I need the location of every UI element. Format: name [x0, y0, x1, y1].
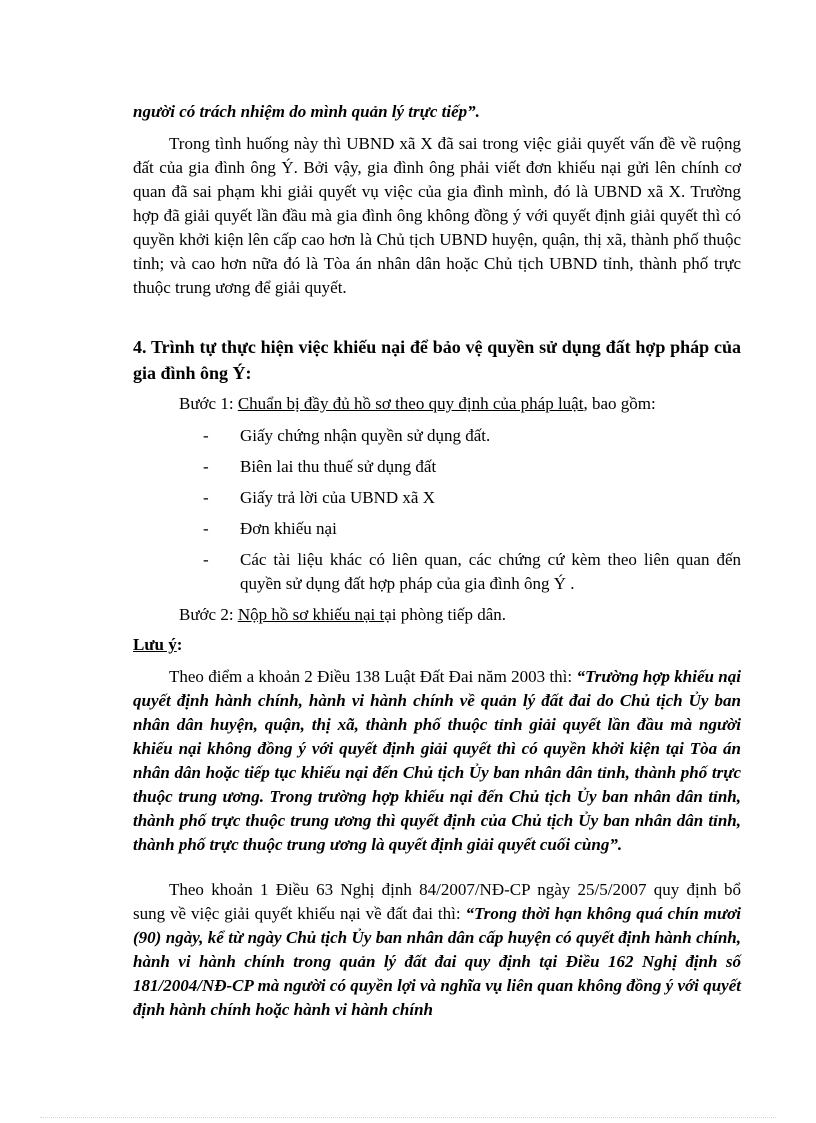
step-2-title: Nộp hồ sơ khiếu nại t: [237, 605, 385, 624]
list-item-text: Giấy chứng nhận quyền sử dụng đất.: [240, 426, 491, 445]
step-2: [179, 603, 741, 627]
step-1: [179, 392, 741, 416]
list-dash: -: [203, 519, 209, 538]
list-item-text: Giấy trả lời của UBND xã X: [240, 488, 435, 507]
list-dash: -: [203, 550, 209, 569]
step-2-label: Bước 2:: [179, 605, 238, 624]
note-heading: [133, 633, 741, 657]
note-label: Lưu ý: [133, 635, 177, 654]
paragraph-situation: [133, 132, 741, 300]
paragraph-land-law-lead: Theo điểm a khoản 2 Điều 138 Luật Đất Đai năm 2003 thì:: [169, 667, 577, 686]
step-1-title: Chuẩn bị đầy đủ hồ sơ theo quy định của pháp luật: [237, 394, 584, 413]
list-item-text: Các tài liệu khác có liên quan, các chứng cứ kèm theo liên quan đến quyền sử dụng đất hợp pháp của gia đình ông Ý .: [240, 550, 741, 593]
paragraph-land-law-quote: “Trường hợp khiếu nại quyết định hành chính, hành vi hành chính về quản lý đất đai do Chủ tịch Ủy ban nhân dân huyện, quận, thị xã, thành phố thuộc tỉnh giải quyết lần đầu mà người khiếu nại không đồng ý với quyết định giải quyết thì có quyền khởi kiện tại Tòa án nhân dân hoặc tiếp tục khiếu nại đến Chủ tịch Ủy ban nhân dân tỉnh, thành phố trực thuộc trung ương. Trong trường hợp khiếu nại đến Chủ tịch Ủy ban nhân dân tỉnh, thành phố trực thuộc trung ương thì quyết định của Chủ tịch Ủy ban nhân dân tỉnh, thành phố trực thuộc trung ương là quyết định giải quyết cuối cùng”.: [133, 667, 741, 854]
step-2-suffix: ại phòng tiếp dân.: [384, 605, 507, 624]
section-heading-4: [133, 334, 741, 386]
step-1-label: Bước 1:: [179, 394, 238, 413]
step-1-suffix: , bao gồm:: [583, 394, 656, 413]
list-item-text: Biên lai thu thuế sử dụng đất: [240, 457, 437, 476]
list-dash: -: [203, 426, 209, 445]
page-bottom-divider: [40, 1117, 776, 1118]
paragraph-decree-quote: “Trong thời hạn không quá chín mươi (90) ngày, kể từ ngày Chủ tịch Ủy ban nhân dân cấp huyện có quyết định hành chính, hành vi hành chính trong quản lý đất đai quy định tại Điều 162 Nghị định số 181/2004/NĐ-CP mà người có quyền lợi và nghĩa vụ liên quan không đồng ý với quyết định hành chính hoặc hành vi hành chính: [133, 904, 741, 1019]
paragraph-decree: [133, 878, 741, 1022]
paragraph-land-law: [133, 665, 741, 857]
list-item-text: Đơn khiếu nại: [240, 519, 337, 538]
paragraph-decree-lead: Theo khoản 1 Điều 63 Nghị định 84/2007/NĐ-CP ngày 25/5/2007 quy định bổ sung về việc giải quyết khiếu nại về đất đai thì:: [133, 880, 741, 923]
note-colon: :: [176, 635, 183, 654]
list-dash: -: [203, 457, 209, 476]
quote-continuation: [133, 100, 741, 124]
section-heading-4-text: 4. Trình tự thực hiện việc khiếu nại để bảo vệ quyền sử dụng đất hợp pháp của gia đình ông Ý:: [133, 337, 741, 383]
quote-continuation-text: người có trách nhiệm do mình quản lý trực tiếp”.: [133, 102, 480, 121]
paragraph-situation-text: Trong tình huống này thì UBND xã X đã sai trong việc giải quyết vấn đề về ruộng đất của gia đình ông Ý. Bởi vậy, gia đình ông phải viết đơn khiếu nại gửi lên chính cơ quan đã sai phạm khi giải quyết vụ việc của gia đình mình, đó là UBND xã X. Trường hợp đã giải quyết lần đầu mà gia đình ông không đồng ý với quyết định giải quyết thì có quyền khởi kiện lên cấp cao hơn là Chủ tịch UBND huyện, quận, thị xã, thành phố thuộc tỉnh; và cao hơn nữa đó là Tòa án nhân dân hoặc Chủ tịch UBND tỉnh, thành phố trực thuộc trung ương để giải quyết.: [133, 134, 741, 297]
list-dash: -: [203, 488, 209, 507]
